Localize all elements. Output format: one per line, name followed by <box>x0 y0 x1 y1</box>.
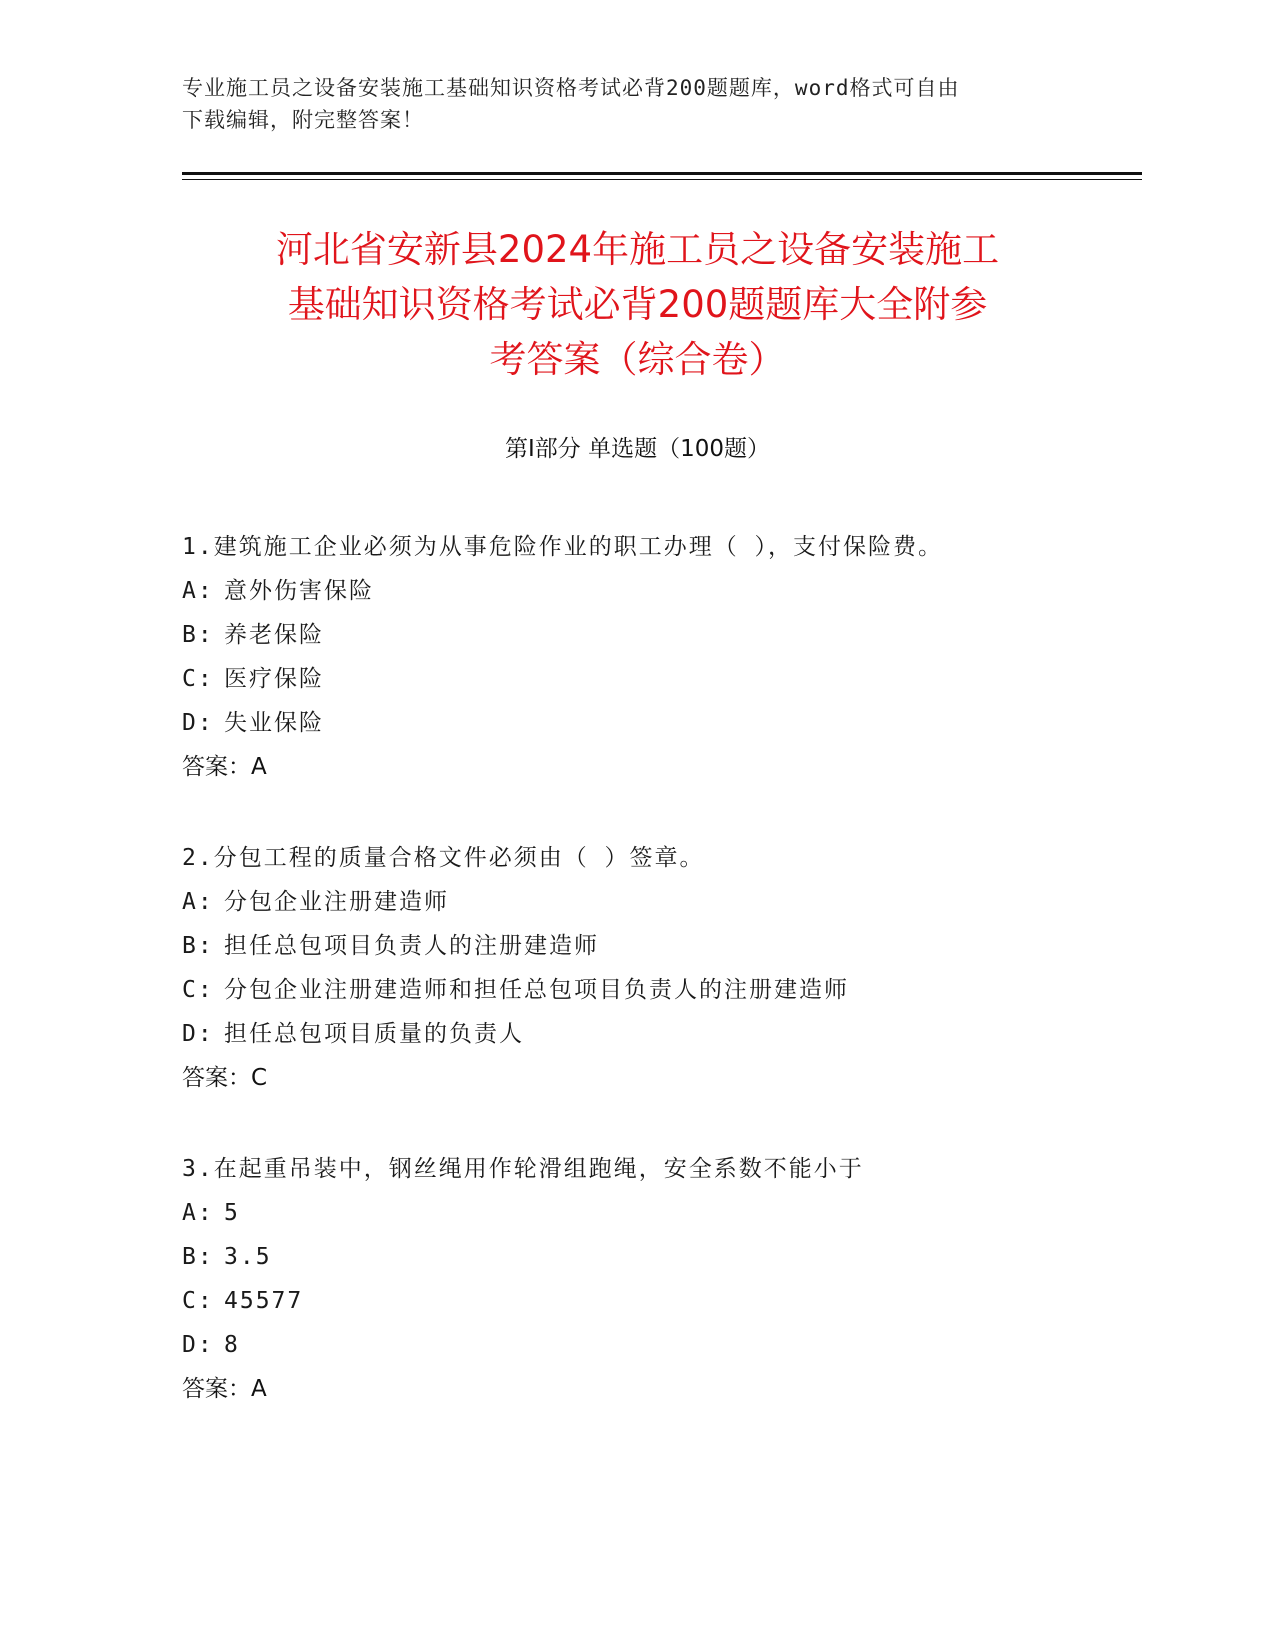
question-2 <box>182 836 1142 1100</box>
option-letter: C: <box>182 1288 214 1314</box>
option-letter: A: <box>182 578 214 604</box>
option-b <box>182 613 1142 657</box>
option-letter: C: <box>182 977 214 1003</box>
option-d <box>182 1012 1142 1056</box>
option-a <box>182 880 1142 924</box>
section-title: 第Ⅰ部分 单选题（100题） <box>505 436 770 462</box>
option-text: 医疗保险 <box>224 666 324 692</box>
option-text: 失业保险 <box>224 710 324 736</box>
option-b <box>182 924 1142 968</box>
option-letter: A: <box>182 889 214 915</box>
option-b <box>182 1235 1142 1279</box>
option-a <box>182 569 1142 613</box>
header-note <box>182 72 1062 136</box>
option-text: 分包企业注册建造师和担任总包项目负责人的注册建造师 <box>224 977 849 1003</box>
document-title-line-3: 考答案（综合卷） <box>489 338 786 381</box>
option-c <box>182 968 1142 1012</box>
document-title-line-2: 基础知识资格考试必背200题题库大全附参 <box>287 283 988 326</box>
option-text: 担任总包项目质量的负责人 <box>224 1021 524 1047</box>
header-divider-thin <box>182 179 1142 180</box>
option-c <box>182 657 1142 701</box>
answer: 答案：A <box>182 1376 267 1402</box>
option-text: 担任总包项目负责人的注册建造师 <box>224 933 599 959</box>
answer: 答案：A <box>182 754 267 780</box>
option-text: 8 <box>224 1332 240 1358</box>
question-text: 1.建筑施工企业必须为从事危险作业的职工办理（ ），支付保险费。 <box>182 534 944 560</box>
option-letter: B: <box>182 1244 214 1270</box>
option-text: 45577 <box>224 1288 304 1314</box>
option-letter: B: <box>182 933 214 959</box>
option-letter: D: <box>182 1021 214 1047</box>
option-d <box>182 701 1142 745</box>
option-text: 分包企业注册建造师 <box>224 889 449 915</box>
option-text: 5 <box>224 1200 240 1226</box>
option-text: 养老保险 <box>224 622 324 648</box>
option-letter: C: <box>182 666 214 692</box>
question-text: 2.分包工程的质量合格文件必须由（ ）签章。 <box>182 845 705 871</box>
option-letter: B: <box>182 622 214 648</box>
question-list <box>182 525 1142 1458</box>
question-1 <box>182 525 1142 789</box>
option-letter: D: <box>182 710 214 736</box>
answer: 答案：C <box>182 1065 268 1091</box>
option-text: 意外伤害保险 <box>224 578 374 604</box>
header-note-line-2: 下载编辑，附完整答案！ <box>182 108 424 132</box>
document-title <box>160 222 1115 387</box>
question-text: 3.在起重吊装中，钢丝绳用作轮滑组跑绳，安全系数不能小于 <box>182 1156 864 1182</box>
option-text: 3.5 <box>224 1244 272 1270</box>
option-d <box>182 1323 1142 1367</box>
option-letter: A: <box>182 1200 214 1226</box>
header-note-line-1: 专业施工员之设备安装施工基础知识资格考试必背200题题库，word格式可自由 <box>182 76 960 100</box>
option-c <box>182 1279 1142 1323</box>
header-divider-thick <box>182 172 1142 175</box>
question-3 <box>182 1147 1142 1411</box>
document-title-line-1: 河北省安新县2024年施工员之设备安装施工 <box>275 228 1000 271</box>
option-letter: D: <box>182 1332 214 1358</box>
option-a <box>182 1191 1142 1235</box>
